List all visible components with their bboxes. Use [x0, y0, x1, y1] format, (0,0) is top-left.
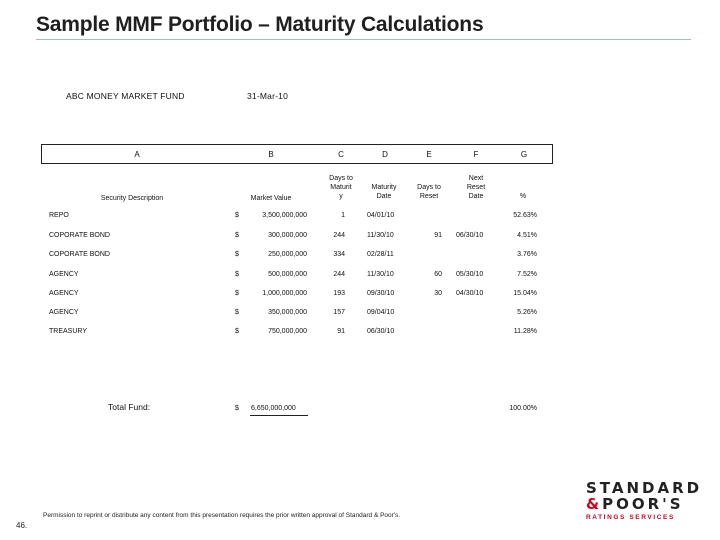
header-next-reset-date [467, 174, 485, 201]
cell-days-to-maturity: 157 [333, 309, 345, 316]
cell-next-reset-date: 05/30/10 [456, 271, 484, 278]
cell-next-reset-date: 04/30/10 [456, 290, 484, 297]
cell-days-to-reset: 60 [434, 271, 442, 278]
header-days-to-maturity [329, 174, 353, 201]
total-label: Total Fund: [108, 402, 151, 412]
column-letter-e: E [426, 150, 432, 159]
total-underline [250, 415, 308, 416]
cell-days-to-maturity: 244 [333, 271, 345, 278]
sp-logo [586, 480, 702, 521]
cell-currency: $ [235, 271, 239, 278]
cell-security: REPO [49, 212, 69, 219]
header-line: Date [376, 193, 392, 200]
total-percent: 100.00% [509, 405, 537, 412]
header-line: y [339, 193, 343, 200]
logo-line-1: STANDARD [586, 479, 703, 497]
header-line: Days to [417, 184, 441, 191]
cell-days-to-reset: 30 [434, 290, 442, 297]
cell-days-to-maturity: 91 [337, 328, 345, 335]
cell-security: TREASURY [49, 328, 87, 335]
header-line: Reset [466, 184, 486, 191]
cell-maturity-date: 09/30/10 [367, 290, 395, 297]
cell-maturity-date: 02/28/11 [367, 251, 394, 258]
cell-security: AGENCY [49, 309, 79, 316]
cell-security: AGENCY [49, 290, 79, 297]
page-title: Sample MMF Portfolio – Maturity Calculations [36, 13, 484, 36]
cell-market-value: 750,000,000 [268, 328, 307, 335]
logo-ampersand: & [586, 495, 603, 513]
cell-percent: 11.28% [513, 328, 537, 335]
cell-maturity-date: 11/30/10 [367, 271, 394, 278]
cell-next-reset-date: 06/30/10 [456, 232, 484, 239]
cell-days-to-maturity: 244 [333, 232, 345, 239]
column-letter-b: B [268, 150, 274, 159]
cell-percent: 4.51% [517, 232, 537, 239]
cell-security: COPORATE BOND [49, 251, 110, 258]
header-days-to-reset [417, 183, 441, 201]
column-letter-g: G [520, 150, 528, 159]
cell-percent: 52.63% [513, 212, 537, 219]
cell-percent: 15.04% [513, 290, 537, 297]
cell-maturity-date: 11/30/10 [367, 232, 394, 239]
cell-days-to-reset: 91 [434, 232, 442, 239]
header-line: Next [468, 175, 484, 182]
footer-permission-text: Permission to reprint or distribute any content from this presentation requires the prior written approval of Standard & Poor's. [43, 512, 401, 519]
header-line: Maturity [371, 184, 397, 191]
column-letter-c: C [338, 150, 344, 159]
cell-market-value: 3,500,000,000 [262, 212, 307, 219]
total-market-value: 6,650,000,000 [251, 405, 296, 412]
cell-maturity-date: 06/30/10 [367, 328, 395, 335]
header-market-value: Market Value [250, 195, 292, 202]
fund-name: ABC MONEY MARKET FUND [66, 91, 185, 101]
logo-line-2 [586, 496, 702, 512]
cell-currency: $ [235, 212, 239, 219]
cell-days-to-maturity: 1 [341, 212, 345, 219]
cell-percent: 3.76% [517, 251, 537, 258]
cell-security: AGENCY [49, 271, 79, 278]
cell-currency: $ [235, 232, 239, 239]
page-number: 46. [16, 521, 28, 530]
cell-currency: $ [235, 328, 239, 335]
logo-line-2-text: POOR'S [602, 495, 684, 513]
cell-market-value: 250,000,000 [268, 251, 307, 258]
cell-market-value: 500,000,000 [268, 271, 307, 278]
header-line: Date [468, 193, 484, 200]
header-line: Reset [419, 193, 439, 200]
total-currency: $ [235, 405, 239, 412]
header-line: Days to [329, 175, 353, 182]
cell-percent: 5.26% [517, 309, 537, 316]
cell-market-value: 350,000,000 [268, 309, 307, 316]
as-of-date: 31-Mar-10 [247, 91, 289, 101]
header-maturity-date [372, 183, 397, 201]
column-letter-a: A [134, 150, 140, 159]
column-letter-d: D [382, 150, 388, 159]
title-divider [36, 39, 691, 40]
cell-maturity-date: 09/04/10 [367, 309, 395, 316]
cell-currency: $ [235, 309, 239, 316]
cell-days-to-maturity: 193 [333, 290, 345, 297]
cell-days-to-maturity: 334 [333, 251, 345, 258]
column-letter-row [41, 144, 553, 164]
header-security-description: Security Description [100, 195, 164, 202]
header-percent: % [519, 193, 527, 200]
cell-security: COPORATE BOND [49, 232, 110, 239]
column-letter-f: F [473, 150, 479, 159]
header-line: Maturit [330, 184, 352, 191]
cell-market-value: 300,000,000 [268, 232, 307, 239]
logo-line-3: RATINGS SERVICES [586, 514, 675, 521]
cell-currency: $ [235, 251, 239, 258]
cell-currency: $ [235, 290, 239, 297]
cell-maturity-date: 04/01/10 [367, 212, 395, 219]
cell-market-value: 1,000,000,000 [262, 290, 307, 297]
cell-percent: 7.52% [517, 271, 537, 278]
